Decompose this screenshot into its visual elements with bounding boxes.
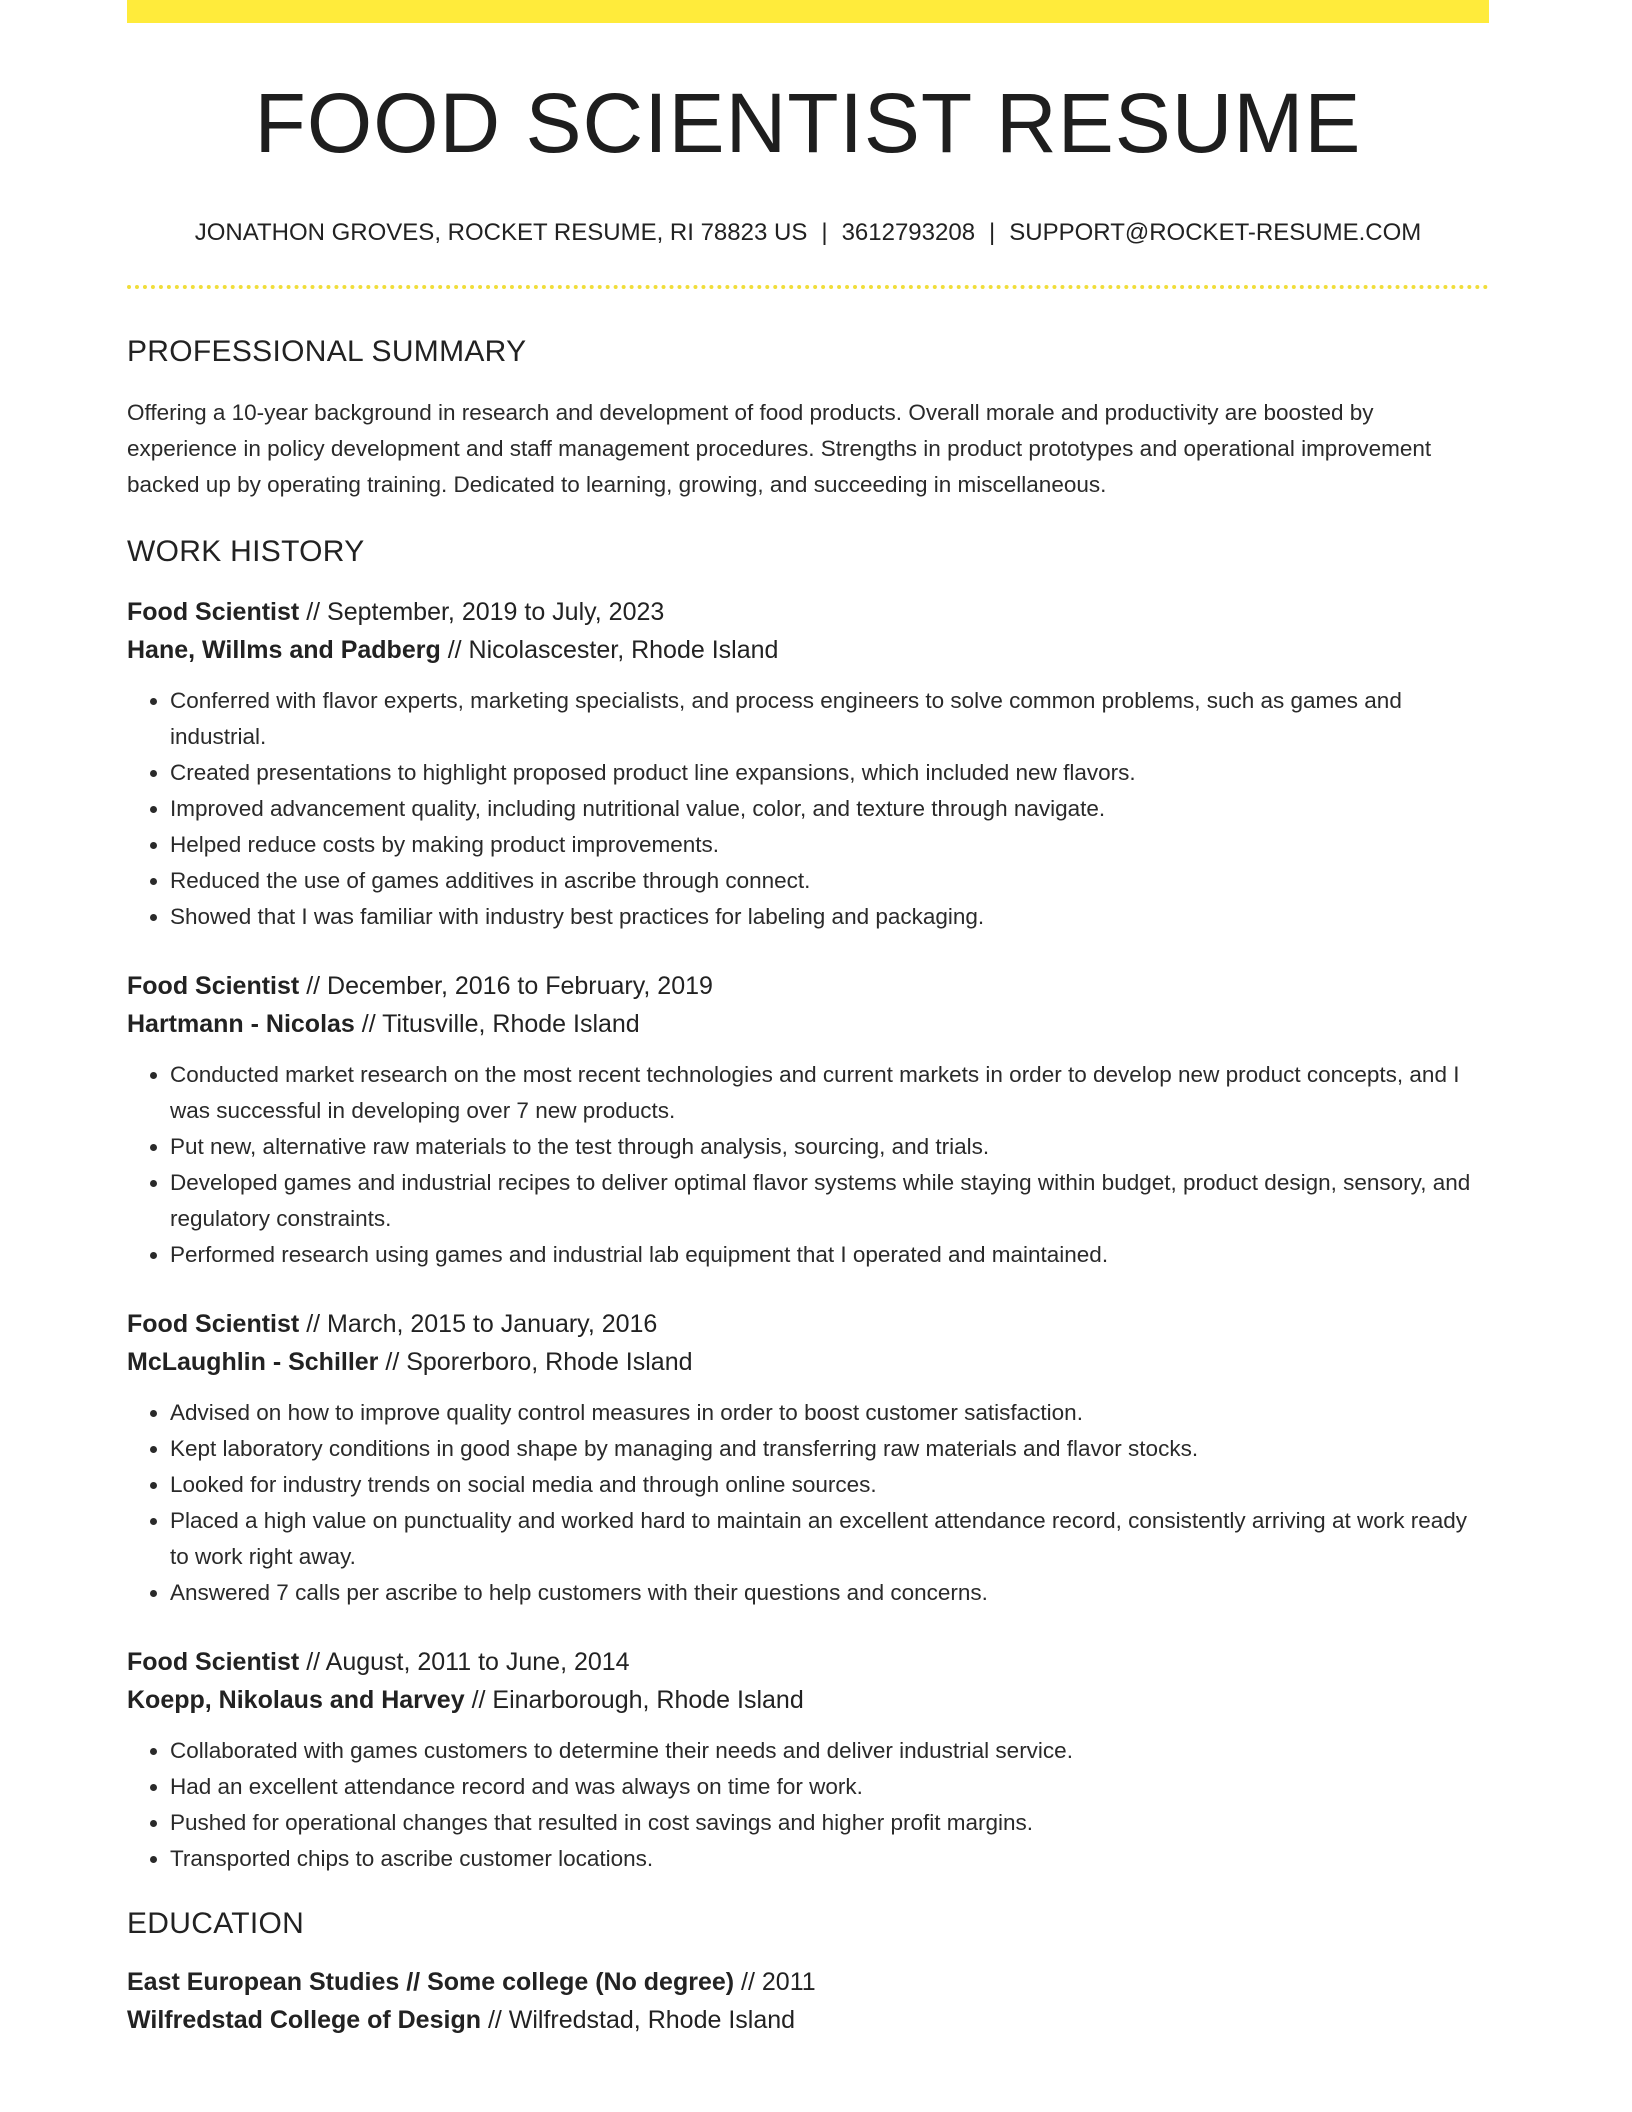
job-bullet-list — [127, 1057, 1489, 1273]
job-bullet: • Conducted market research on the most recent technologies and current markets in order to develop new product concepts, and I was successful in developing over 7 new products. — [170, 1057, 1489, 1129]
job-location: // Einarborough, Rhode Island — [471, 1686, 804, 1714]
job-bullet: • Helped reduce costs by making product improvements. — [170, 827, 1489, 863]
job-bullet: • Placed a high value on punctuality and worked hard to maintain an excellent attendance record, consistently arriving at work ready to work right away. — [170, 1503, 1489, 1575]
job-location: // Nicolascester, Rhode Island — [447, 636, 779, 664]
job-bullet: • Collaborated with games customers to determine their needs and deliver industrial service. — [170, 1733, 1489, 1769]
job-location: // Sporerboro, Rhode Island — [385, 1348, 693, 1376]
job-company-line — [127, 1343, 1489, 1381]
job-bullet-list — [127, 1733, 1489, 1877]
job-location: // Titusville, Rhode Island — [361, 1010, 640, 1038]
job-dates: // December, 2016 to February, 2019 — [306, 972, 713, 1000]
header-divider — [127, 285, 1489, 289]
job-bullet: • Improved advancement quality, including nutritional value, color, and texture through navigate. — [170, 791, 1489, 827]
contact-phone: 3612793208 — [841, 219, 976, 246]
job-bullet: • Pushed for operational changes that resulted in cost savings and higher profit margins. — [170, 1805, 1489, 1841]
job-title-line — [127, 967, 1489, 1005]
job-company: Koepp, Nikolaus and Harvey — [127, 1686, 465, 1714]
job-bullet: • Showed that I was familiar with industry best practices for labeling and packaging. — [170, 899, 1489, 935]
job-title-line — [127, 593, 1489, 631]
education-degree: East European Studies // Some college (No degree) — [127, 1968, 735, 1996]
job-bullet: • Kept laboratory conditions in good shape by managing and transferring raw materials and flavor stocks. — [170, 1431, 1489, 1467]
job-entry — [127, 1305, 1489, 1611]
job-title: Food Scientist — [127, 1310, 300, 1338]
education-heading: EDUCATION — [127, 1907, 305, 1940]
work-history-list — [127, 593, 1489, 1877]
job-bullet: • Performed research using games and industrial lab equipment that I operated and maintained. — [170, 1237, 1489, 1273]
education-school: Wilfredstad College of Design — [127, 2006, 481, 2034]
job-bullet-list — [127, 1395, 1489, 1611]
resume-page — [127, 0, 1489, 2039]
job-dates: // March, 2015 to January, 2016 — [306, 1310, 658, 1338]
job-title: Food Scientist — [127, 1648, 300, 1676]
job-company: Hane, Willms and Padberg — [127, 636, 441, 664]
job-dates: // August, 2011 to June, 2014 — [306, 1648, 630, 1676]
contact-email: SUPPORT@ROCKET-RESUME.COM — [1009, 219, 1422, 246]
contact-separator: | — [821, 219, 828, 246]
contact-line — [127, 221, 1489, 245]
job-bullet: • Transported chips to ascribe customer locations. — [170, 1841, 1489, 1877]
contact-separator: | — [989, 219, 996, 246]
job-dates: // September, 2019 to July, 2023 — [306, 598, 665, 626]
job-company-line — [127, 1681, 1489, 1719]
job-bullet: • Had an excellent attendance record and was always on time for work. — [170, 1769, 1489, 1805]
job-bullet: • Developed games and industrial recipes to deliver optimal flavor systems while staying within budget, product design, sensory, and regulatory constraints. — [170, 1165, 1489, 1237]
education-degree-line — [127, 1963, 1489, 2001]
job-title-line — [127, 1305, 1489, 1343]
summary-heading: PROFESSIONAL SUMMARY — [127, 335, 527, 368]
job-company: Hartmann - Nicolas — [127, 1010, 355, 1038]
education-location: // Wilfredstad, Rhode Island — [487, 2006, 796, 2034]
job-company-line — [127, 631, 1489, 669]
contact-address: JONATHON GROVES, ROCKET RESUME, RI 78823 US — [194, 219, 808, 246]
job-entry — [127, 967, 1489, 1273]
education-school-line — [127, 2001, 1489, 2039]
education-year: // 2011 — [741, 1968, 816, 1996]
job-title: Food Scientist — [127, 972, 300, 1000]
job-title: Food Scientist — [127, 598, 300, 626]
job-bullet: • Reduced the use of games additives in ascribe through connect. — [170, 863, 1489, 899]
job-bullet: • Put new, alternative raw materials to the test through analysis, sourcing, and trials. — [170, 1129, 1489, 1165]
resume-title: FOOD SCIENTIST RESUME — [254, 76, 1362, 170]
job-title-line — [127, 1643, 1489, 1681]
job-bullet: • Looked for industry trends on social media and through online sources. — [170, 1467, 1489, 1503]
education-list — [127, 1963, 1489, 2039]
job-bullet: • Advised on how to improve quality control measures in order to boost customer satisfaction. — [170, 1395, 1489, 1431]
work-history-heading: WORK HISTORY — [127, 535, 365, 568]
summary-text: Offering a 10-year background in research and development of food products. Overall morale and productivity are boosted by experience in policy development and staff management procedures. Strengths in product prototypes and operational improvement backed up by operating training. Dedicated to learning, growing, and succeeding in miscellaneous. — [127, 400, 1432, 497]
job-entry — [127, 593, 1489, 935]
job-bullet: • Created presentations to highlight proposed product line expansions, which included new flavors. — [170, 755, 1489, 791]
job-bullet: • Answered 7 calls per ascribe to help customers with their questions and concerns. — [170, 1575, 1489, 1611]
job-company: McLaughlin - Schiller — [127, 1348, 379, 1376]
job-bullet-list — [127, 683, 1489, 935]
accent-bar — [127, 0, 1489, 23]
job-company-line — [127, 1005, 1489, 1043]
job-entry — [127, 1643, 1489, 1877]
job-bullet: • Conferred with flavor experts, marketing specialists, and process engineers to solve common problems, such as games and industrial. — [170, 683, 1489, 755]
